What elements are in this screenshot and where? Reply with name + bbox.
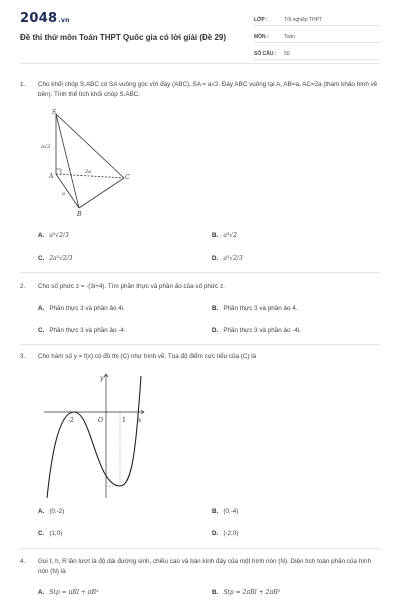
y-label: y [100,375,104,382]
logo-text: 2048 [20,11,58,26]
label-ab: a [62,191,65,197]
vertex-b: B [77,211,82,218]
option-letter: B. [212,305,219,312]
vertex-s: S [52,109,57,116]
divider [20,344,380,345]
option-text: a³√2/3 [223,255,243,262]
question-number: 3. [20,353,26,360]
question-1 [20,80,380,100]
divider [20,63,380,64]
edge-sb [56,114,79,208]
question-text: Gọi ℓ, h, R lần lượt là độ dài đường sinh, chiều cao và bán kính đáy của một hình nón (N). Diện tích toàn phần của hình nón (N) là [38,558,372,575]
vertex-a: A [49,173,54,180]
question-2 [20,282,380,292]
question-text: Cho số phức z = -(3i+4). Tìm phần thực và phần ảo của số phức z. [38,283,225,290]
question-text: Cho khối chóp S.ABC có SA vuông góc với đáy (ABC), SA = a√2. Đáy ABC vuông tại A, AB=a, AC=2a (tham khảo hình vẽ bên). Tính thể tích khối chóp S.ABC. [38,81,378,98]
label-sa: a√2 [41,144,51,150]
meta-value: 50 [284,51,290,57]
option-d[interactable] [212,327,301,334]
option-text: 2a³√2/3 [49,255,73,262]
option-letter: C. [38,255,45,262]
pyramid-figure [38,108,138,218]
meta-value: Tốt nghiệp THPT [284,17,322,23]
option-text: (1;0) [49,530,63,537]
option-letter: A. [38,508,45,515]
question-text: Cho hàm số y = f(x) có đồ thị (C) như hình vẽ. Tọa độ điểm cực tiểu của (C) là [38,353,257,360]
tick-minus-2: -2 [68,417,74,424]
option-c[interactable] [38,255,73,262]
edge-bc [79,178,124,208]
option-b[interactable] [212,305,298,312]
option-letter: D. [212,327,219,334]
option-b[interactable] [212,508,238,515]
function-curve [47,376,141,498]
option-letter: B. [212,232,219,239]
question-4 [20,557,380,577]
meta-label: MÔN : [254,34,269,40]
option-c[interactable] [38,327,126,334]
meta-row-class [254,14,380,26]
option-letter: A. [38,232,45,239]
right-angle-mark [56,169,61,174]
meta-label: SỐ CÂU : [254,51,277,57]
function-graph [38,370,148,502]
option-b[interactable] [212,232,237,239]
option-letter: C. [38,530,45,537]
page-header [0,0,400,57]
question-number: 1. [20,81,26,88]
option-letter: D. [212,530,219,537]
option-letter: D. [212,255,219,262]
meta-row-subject [254,31,380,43]
option-text: (0;-2) [49,508,65,515]
question-number: 2. [20,283,26,290]
option-a[interactable] [38,508,64,515]
site-logo[interactable] [20,11,70,26]
option-text: Phần thực 3 và phần ảo 4i. [49,305,125,312]
origin-label: O [98,417,103,424]
option-text: Phần thực 3 và phần ảo -4. [49,327,126,334]
question-3 [20,352,380,362]
option-letter: B. [212,589,219,596]
option-letter: A. [38,589,45,596]
option-text: (-2;0) [223,530,239,537]
meta-row-count [254,48,380,60]
tick-1: 1 [122,417,126,424]
option-text: (0;-4) [223,508,239,515]
option-text: Phần thực 3 và phần ảo -4i. [223,327,302,334]
meta-value: Toán [284,34,295,40]
option-text: a³√2 [223,232,237,239]
option-d[interactable] [212,530,238,537]
option-a[interactable] [38,589,99,596]
option-a[interactable] [38,232,69,239]
vertex-c: C [125,174,130,181]
option-c[interactable] [38,530,62,537]
option-letter: B. [212,508,219,515]
option-a[interactable] [38,305,125,312]
option-text: Stp = 2πRl + 2πR² [223,589,281,596]
option-d[interactable] [212,255,243,262]
option-text: a³√2/3 [49,232,69,239]
option-b[interactable] [212,589,280,596]
x-label: x [138,417,142,424]
option-letter: A. [38,305,45,312]
edge-ab [56,174,79,208]
option-letter: C. [38,327,45,334]
question-number: 4. [20,558,26,565]
option-text: Phần thực 3 và phần ảo 4. [223,305,298,312]
logo-suffix: .vn [58,17,70,24]
option-text: Stp = πRl + πR² [49,589,99,596]
label-ac: 2a [85,169,92,175]
meta-label: LỚP : [254,17,268,23]
divider [20,548,380,549]
exam-meta [254,14,380,65]
divider [20,272,380,273]
exam-title: Đề thi thử môn Toán THPT Quốc gia có lời giải (Đề 29) [20,33,227,42]
